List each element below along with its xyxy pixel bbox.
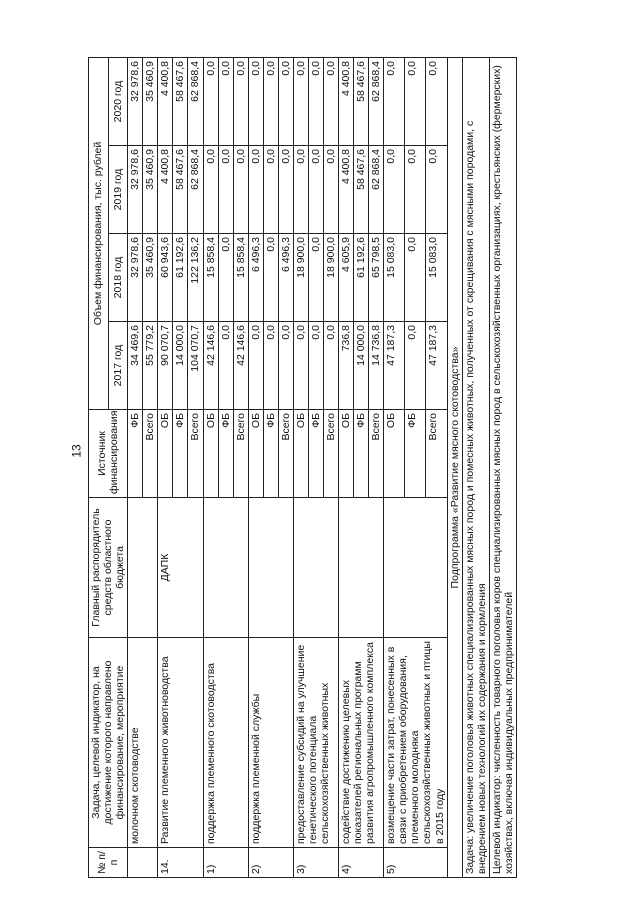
row-value: 4 400,8 — [339, 146, 354, 234]
header-year: 2019 год — [108, 146, 128, 234]
row-value: 0,0 — [405, 146, 426, 234]
row-source: Всего — [233, 410, 248, 498]
row-value: 62 868,4 — [188, 58, 203, 146]
row-number: 3) — [293, 848, 338, 878]
row-source: Всего — [188, 410, 203, 498]
row-value: 15 858,4 — [203, 234, 218, 322]
row-task: поддержка племенной службы — [248, 638, 293, 848]
row-source: ОБ — [384, 410, 405, 498]
row-value: 42 146,6 — [233, 322, 248, 410]
row-value: 0,0 — [293, 146, 308, 234]
row-value: 736,8 — [339, 322, 354, 410]
row-value: 58 467,6 — [173, 58, 188, 146]
row-value: 0,0 — [293, 58, 308, 146]
header-year: 2017 год — [108, 322, 128, 410]
row-source: ФБ — [173, 410, 188, 498]
row-value: 15 858,4 — [233, 234, 248, 322]
row-value: 4 400,8 — [158, 58, 173, 146]
row-value: 58 467,6 — [354, 146, 369, 234]
row-value: 0,0 — [324, 322, 339, 410]
row-value: 60 943,6 — [158, 234, 173, 322]
row-number: 4) — [339, 848, 384, 878]
row-source: ФБ — [354, 410, 369, 498]
row-manager — [384, 498, 447, 638]
row-value: 47 187,3 — [426, 322, 447, 410]
header-no: № п/п — [89, 848, 128, 878]
row-number — [128, 848, 158, 878]
row-value: 4 400,8 — [339, 58, 354, 146]
row-value: 32 978,6 — [128, 58, 143, 146]
row-source: Всего — [324, 410, 339, 498]
row-value: 0,0 — [218, 146, 233, 234]
row-value: 0,0 — [324, 58, 339, 146]
subprogram-title: Подпрограмма «Развитие мясного скотоводства» — [447, 58, 462, 878]
row-value: 0,0 — [218, 234, 233, 322]
header-task: Задача, целевой индикатор, на достижение которого направлено финансирование, мероприятие — [89, 638, 128, 848]
row-source: ОБ — [248, 410, 263, 498]
indicator-text: Целевой индикатор: численность товарного поголовья коров специализированных мясных пород в сельскохозяйственных организациях, крестьянских (фермерских) хозяйствах, включая индивидуальных предпринимателей — [489, 58, 516, 878]
row-source: ОБ — [293, 410, 308, 498]
row-value: 0,0 — [308, 58, 323, 146]
row-value: 0,0 — [324, 146, 339, 234]
row-value: 58 467,6 — [354, 58, 369, 146]
row-value: 47 187,3 — [384, 322, 405, 410]
rotated-table-sheet — [88, 58, 588, 878]
row-source: Всего — [369, 410, 384, 498]
row-value: 0,0 — [308, 322, 323, 410]
row-value: 4 400,8 — [158, 146, 173, 234]
row-value: 42 146,6 — [203, 322, 218, 410]
row-value: 58 467,6 — [173, 146, 188, 234]
row-source: ОБ — [339, 410, 354, 498]
row-value: 0,0 — [218, 58, 233, 146]
row-value: 18 900,0 — [324, 234, 339, 322]
row-source: ФБ — [308, 410, 323, 498]
row-number: 1) — [203, 848, 248, 878]
row-task: молочном скотоводстве — [128, 638, 158, 848]
row-value: 0,0 — [308, 234, 323, 322]
row-source: ФБ — [128, 410, 143, 498]
row-source: Всего — [143, 410, 158, 498]
row-manager — [128, 498, 158, 638]
row-number: 5) — [384, 848, 447, 878]
row-value: 0,0 — [278, 322, 293, 410]
row-value: 104 070,7 — [188, 322, 203, 410]
row-value: 65 798,5 — [369, 234, 384, 322]
row-value: 4 605,9 — [339, 234, 354, 322]
row-source: ФБ — [218, 410, 233, 498]
row-value: 0,0 — [405, 234, 426, 322]
task-text: Задача: увеличение поголовья животных специализированных мясных пород и помесных животных, полученных от скрещивания с мясными породами, с внедрением новых технологий их содержания и кормления — [462, 58, 489, 878]
table-row — [128, 58, 143, 878]
row-value: 62 868,4 — [369, 58, 384, 146]
row-source: Всего — [278, 410, 293, 498]
row-value: 34 469,6 — [128, 322, 143, 410]
row-value: 14 000,0 — [354, 322, 369, 410]
table-row — [384, 58, 405, 878]
financing-table — [88, 57, 517, 878]
row-value: 0,0 — [278, 146, 293, 234]
row-source: ОБ — [203, 410, 218, 498]
row-value: 61 192,6 — [354, 234, 369, 322]
row-value: 0,0 — [233, 146, 248, 234]
row-value: 15 083,0 — [426, 234, 447, 322]
row-value: 0,0 — [263, 234, 278, 322]
row-value: 0,0 — [263, 322, 278, 410]
row-value: 14 000,0 — [173, 322, 188, 410]
header-manager: Главный распорядитель средств областного бюджета — [89, 498, 128, 638]
row-manager — [339, 498, 384, 638]
page-number: 13 — [69, 444, 84, 458]
row-task: поддержка племенного скотоводства — [203, 638, 248, 848]
row-source: ФБ — [405, 410, 426, 498]
row-value: 0,0 — [218, 322, 233, 410]
table-row — [293, 58, 308, 878]
table-row — [158, 58, 173, 878]
row-source: Всего — [426, 410, 447, 498]
row-manager: ДАПК — [158, 498, 203, 638]
table-body — [128, 58, 447, 878]
header-volume: Объем финансирования, тыс. рублей — [89, 58, 109, 410]
row-value: 6 496,3 — [278, 234, 293, 322]
row-value: 35 460,9 — [143, 234, 158, 322]
row-source: ОБ — [158, 410, 173, 498]
row-source: ФБ — [263, 410, 278, 498]
row-task: предоставление субсидий на улучшение генетического потенциала сельскохозяйственных животных — [293, 638, 338, 848]
row-value: 0,0 — [308, 146, 323, 234]
row-task: содействие достижению целевых показателей региональных программ развития агропромышленного комплекса — [339, 638, 384, 848]
row-value: 0,0 — [405, 58, 426, 146]
row-value: 0,0 — [426, 58, 447, 146]
row-value: 55 779,2 — [143, 322, 158, 410]
header-year: 2018 год — [108, 234, 128, 322]
row-value: 6 496,3 — [248, 234, 263, 322]
row-number: 2) — [248, 848, 293, 878]
row-value: 32 978,6 — [128, 234, 143, 322]
table-row — [203, 58, 218, 878]
row-value: 0,0 — [278, 58, 293, 146]
row-value: 0,0 — [405, 322, 426, 410]
row-task: Развитие племенного животноводства — [158, 638, 203, 848]
row-value: 62 868,4 — [188, 146, 203, 234]
table-row — [339, 58, 354, 878]
row-value: 0,0 — [263, 146, 278, 234]
row-value: 122 136,2 — [188, 234, 203, 322]
row-manager — [293, 498, 338, 638]
row-value: 0,0 — [248, 146, 263, 234]
table-row — [248, 58, 263, 878]
row-value: 0,0 — [384, 58, 405, 146]
row-value: 32 978,6 — [128, 146, 143, 234]
header-year: 2020 год — [108, 58, 128, 146]
row-value: 15 083,0 — [384, 234, 405, 322]
row-value: 0,0 — [384, 146, 405, 234]
row-number: 14. — [158, 848, 203, 878]
row-value: 14 736,8 — [369, 322, 384, 410]
row-manager — [248, 498, 293, 638]
row-value: 0,0 — [293, 322, 308, 410]
row-value: 0,0 — [203, 58, 218, 146]
row-value: 62 868,4 — [369, 146, 384, 234]
row-value: 35 460,9 — [143, 58, 158, 146]
header-source: Источник финансирования — [89, 410, 128, 498]
row-value: 90 070,7 — [158, 322, 173, 410]
row-value: 0,0 — [233, 58, 248, 146]
row-value: 0,0 — [426, 146, 447, 234]
row-value: 0,0 — [248, 322, 263, 410]
row-value: 18 900,0 — [293, 234, 308, 322]
row-value: 35 460,9 — [143, 146, 158, 234]
row-value: 0,0 — [248, 58, 263, 146]
row-manager — [203, 498, 248, 638]
row-value: 0,0 — [263, 58, 278, 146]
row-value: 61 192,6 — [173, 234, 188, 322]
row-task: возмещение части затрат, понесенных в связи с приобретением оборудования, племенного молодняка сельскохозяйственных животных и птицы в 2015 году — [384, 638, 447, 848]
row-value: 0,0 — [203, 146, 218, 234]
